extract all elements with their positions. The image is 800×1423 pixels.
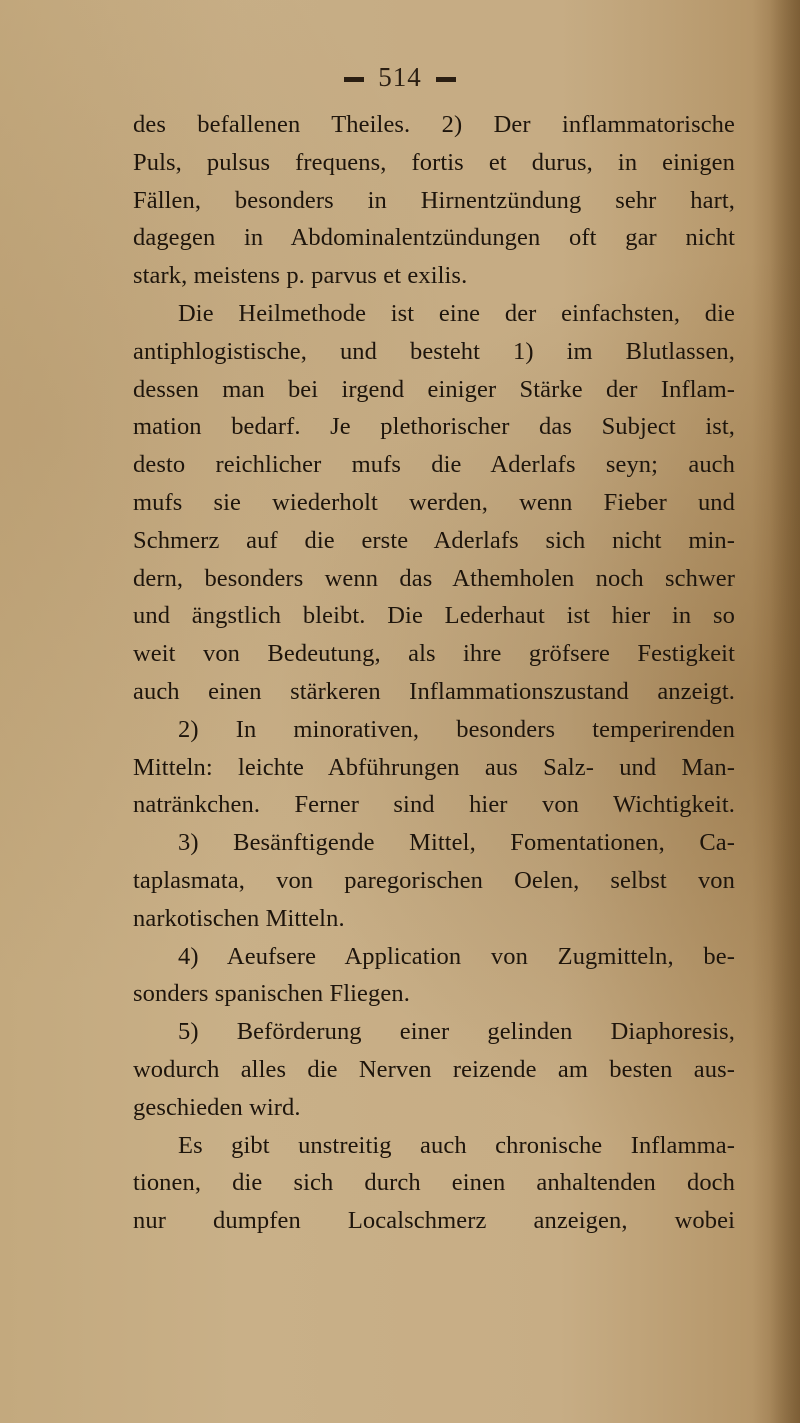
- text-line: natränkchen. Ferner sind hier von Wichtigkeit.: [133, 791, 735, 819]
- dash-right: [436, 77, 456, 82]
- text-line: stark, meistens p. parvus et exilis.: [133, 262, 468, 290]
- text-line: 2) In minorativen, besonders temperirenden: [178, 715, 735, 743]
- text-line: auch einen stärkeren Inflammationszustand anzeigt.: [133, 677, 735, 705]
- text-line: geschieden wird.: [133, 1093, 301, 1121]
- text-line: 3) Besänftigende Mittel, Fomentationen, Ca-: [178, 829, 735, 857]
- text-line: des befallenen Theiles. 2) Der inflammatorische: [133, 111, 735, 138]
- text-line: dern, besonders wenn das Athemholen noch schwer: [133, 564, 735, 592]
- text-line: 5) Beförderung einer gelinden Diaphoresis,: [178, 1018, 735, 1046]
- text-line: weit von Bedeutung, als ihre gröfsere Festigkeit: [133, 640, 735, 668]
- text-line: tionen, die sich durch einen anhaltenden doch: [133, 1169, 735, 1197]
- page-number-text: 514: [378, 62, 422, 92]
- text-line: wodurch alles die Nerven reizende am besten aus-: [133, 1055, 735, 1083]
- text-line: und ängstlich bleibt. Die Lederhaut ist hier in so: [133, 602, 735, 630]
- page-number: [0, 62, 800, 93]
- text-line: desto reichlicher mufs die Aderlafs seyn; auch: [133, 451, 735, 479]
- text-line: mation bedarf. Je plethorischer das Subject ist,: [133, 413, 735, 441]
- text-line: Fällen, besonders in Hirnentzündung sehr hart,: [133, 186, 735, 214]
- text-line: taplasmata, von paregorischen Oelen, selbst von: [133, 866, 735, 894]
- text-line: narkotischen Mitteln.: [133, 904, 345, 932]
- page-edge-shadow: [770, 0, 800, 1423]
- text-line: dessen man bei irgend einiger Stärke der Inflam-: [133, 375, 735, 403]
- dash-left: [344, 77, 364, 82]
- text-line: Die Heilmethode ist eine der einfachsten, die: [178, 299, 735, 327]
- text-line: mufs sie wiederholt werden, wenn Fieber und: [133, 488, 735, 516]
- text-line: nur dumpfen Localschmerz anzeigen, wobei: [133, 1207, 735, 1235]
- text-line: Puls, pulsus frequens, fortis et durus, in einigen: [133, 148, 735, 176]
- text-line: sonders spanischen Fliegen.: [133, 980, 410, 1008]
- body-text: [133, 106, 735, 1240]
- text-line: 4) Aeufsere Application von Zugmitteln, be-: [178, 942, 735, 970]
- text-line: antiphlogistische, und besteht 1) im Blutlassen,: [133, 337, 735, 365]
- text-line: Es gibt unstreitig auch chronische Inflamma-: [178, 1131, 735, 1159]
- text-line: dagegen in Abdominalentzündungen oft gar nicht: [133, 224, 735, 252]
- text-line: Mitteln: leichte Abführungen aus Salz- und Man-: [133, 753, 735, 781]
- text-line: Schmerz auf die erste Aderlafs sich nicht min-: [133, 526, 735, 554]
